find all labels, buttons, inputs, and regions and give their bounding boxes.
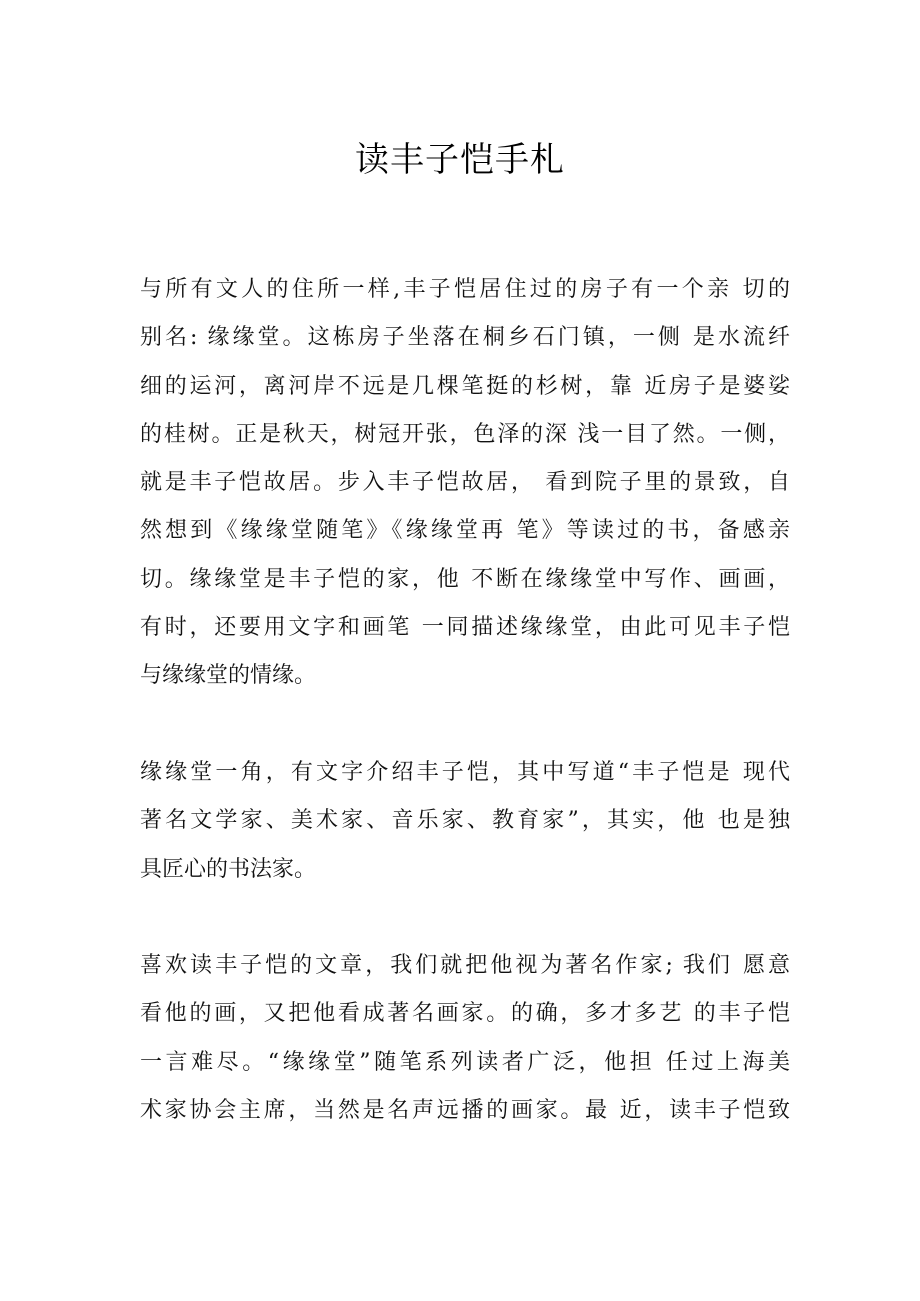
text-line: 别名: 缘缘堂。这栋房子坐落在桐乡石门镇，一侧 是水流纤 [140, 325, 790, 351]
text-line: 然想到《缘缘堂随笔》《缘缘堂再 笔》等读过的书，备感亲 [140, 518, 790, 544]
text-line: 著名文学家、美术家、音乐家、教育家”，其实，他 也是独 [140, 808, 790, 834]
text-line: 细的运河，离河岸不远是几棵笔挺的杉树，靠 近房子是婆娑 [140, 373, 790, 399]
text-line: 一言难尽。“缘缘堂”随笔系列读者广泛，他担 任过上海美 [140, 1049, 790, 1075]
text-line: 与缘缘堂的情缘。 [140, 663, 317, 689]
page-title: 读丰子恺手札 [355, 140, 565, 180]
text-line: 喜欢读丰子恺的文章，我们就把他视为著名作家; 我们 愿意 [140, 953, 790, 979]
text-line: 就是丰子恺故居。步入丰子恺故居， 看到院子里的景致，自 [140, 470, 790, 496]
article-body [140, 266, 790, 1184]
text-line: 切。缘缘堂是丰子恺的家，他 不断在缘缘堂中写作、画画， [140, 566, 790, 592]
text-line: 术家协会主席，当然是名声远播的画家。最 近，读丰子恺致 [140, 1098, 790, 1124]
text-line: 有时，还要用文字和画笔 一同描述缘缘堂，由此可见丰子恺 [140, 615, 790, 641]
text-line: 缘缘堂一角，有文字介绍丰子恺，其中写道“丰子恺是 现代 [140, 759, 790, 785]
text-line: 看他的画，又把他看成著名画家。的确，多才多艺 的丰子恺 [140, 1001, 790, 1027]
paragraph-2 [140, 749, 790, 894]
text-line: 的桂树。正是秋天，树冠开张，色泽的深 浅一目了然。一侧， [140, 421, 790, 447]
text-line: 与所有文人的住所一样,丰子恺居住过的房子有一个亲 切的 [140, 277, 790, 302]
paragraph-3 [140, 942, 790, 1135]
text-line: 具匠心的书法家。 [140, 856, 317, 882]
paragraph-1 [140, 266, 790, 701]
